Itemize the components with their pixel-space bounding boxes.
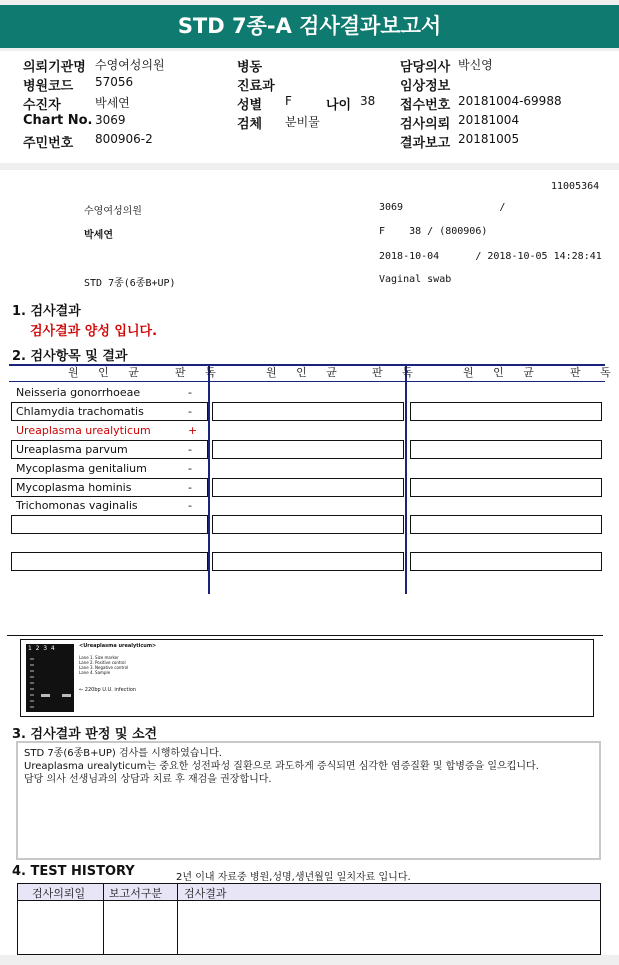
receipt-value: 20181004-69988 <box>458 94 562 108</box>
sex-label: 성별 <box>237 98 263 113</box>
pathogen-name: Mycoplasma hominis <box>16 481 132 494</box>
pathogen-result: - <box>188 405 192 418</box>
col-judge-2: 판 독 <box>372 366 421 379</box>
institution-label: 의뢰기관명 <box>23 60 86 75</box>
gel-band-label: ← 220bp U.U. infection <box>79 687 137 693</box>
ward-label: 병동 <box>237 60 263 75</box>
sex-value: F <box>285 94 292 108</box>
patient-info-panel <box>0 51 619 163</box>
col-judge-1: 판 독 <box>175 366 224 379</box>
recipient-label: 수진자 <box>23 98 61 113</box>
col-judge-3: 판 독 <box>570 366 619 379</box>
request-value: 20181004 <box>458 113 520 127</box>
gel-photo <box>26 644 74 712</box>
doctor-label: 담당의사 <box>400 60 451 75</box>
chart-no-label: Chart No. <box>23 113 93 128</box>
pathogen-result: - <box>188 386 192 399</box>
gel-legend-1: Lane 1. Size marker <box>79 655 119 660</box>
header-dates: 2018-10-04 / 2018-10-05 14:28:41 <box>379 251 602 262</box>
history-header <box>18 884 600 901</box>
findings-line-3: 담당 의사 선생님과의 상담과 치료 후 재검을 권장합니다. <box>24 774 272 785</box>
section4-title: 4. TEST HISTORY <box>12 864 135 879</box>
pathogen-result: - <box>188 462 192 475</box>
report-page <box>0 170 619 955</box>
history-col-result: 검사결과 <box>184 887 227 900</box>
dept-label: 진료과 <box>237 79 275 94</box>
gel-electrophoresis-image <box>20 639 594 717</box>
section3-title: 3. 검사결과 판정 및 소견 <box>12 727 158 742</box>
findings-line-1: STD 7종(6종B+UP) 검사를 시행하였습니다. <box>24 748 222 759</box>
header-chart: 3069 / <box>379 202 506 213</box>
gel-legend-4: Lane 4. Sample <box>79 670 111 675</box>
hospital-code-label: 병원코드 <box>23 79 74 94</box>
report-label: 결과보고 <box>400 136 451 151</box>
gel-title: <Ureaplasma urealyticum> <box>79 643 157 649</box>
chart-no-value: 3069 <box>95 113 126 127</box>
pathogen-result: - <box>188 481 192 494</box>
history-col-report-type: 보고서구분 <box>109 887 163 900</box>
history-note: 2년 이내 자료중 병원,성명,생년월일 일치자료 입니다. <box>176 872 411 883</box>
header-sex-age: F 38 / (800906) <box>379 226 488 237</box>
pathogen-name-positive: Ureaplasma urealyticum <box>16 424 151 437</box>
findings-box <box>16 741 601 860</box>
gel-lane-numbers: 1 2 3 4 <box>28 645 55 652</box>
col-pathogen-1: 원 인 균 <box>68 366 147 379</box>
resident-no-value: 800906-2 <box>95 132 153 146</box>
col-pathogen-2: 원 인 균 <box>266 366 345 379</box>
pathogen-result-positive: + <box>188 424 198 437</box>
report-value: 20181005 <box>458 132 520 146</box>
header-specimen: Vaginal swab <box>379 274 452 285</box>
col-pathogen-3: 원 인 균 <box>463 366 542 379</box>
section2-title: 2. 검사항목 및 결과 <box>12 349 128 364</box>
specimen-value: 분비물 <box>285 115 320 129</box>
pathogen-name: Chlamydia trachomatis <box>16 405 144 418</box>
pathogen-name: Neisseria gonorrhoeae <box>16 386 141 399</box>
clinical-info-label: 임상정보 <box>400 79 451 94</box>
positive-result: 검사결과 양성 입니다. <box>30 324 158 339</box>
institution-value: 수영여성의원 <box>95 58 165 72</box>
doctor-value: 박신영 <box>458 58 493 72</box>
pathogen-name: Trichomonas vaginalis <box>16 499 138 512</box>
pathogen-name: Ureaplasma parvum <box>16 443 128 456</box>
recipient-value: 박세연 <box>95 96 130 110</box>
gel-legend-2: Lane 2. Positive control <box>79 660 126 665</box>
age-value: 38 <box>360 94 376 108</box>
history-col-request-date: 검사의뢰일 <box>32 887 86 900</box>
request-label: 검사의뢰 <box>400 117 451 132</box>
section1-title: 1. 검사결과 <box>12 304 81 319</box>
header-institution: 수영여성의원 <box>84 206 142 217</box>
gel-legend-3: Lane 3. Negative control <box>79 665 129 670</box>
header-test-name: STD 7종(6종B+UP) <box>84 278 176 289</box>
findings-line-2: Ureaplasma urealyticum는 중요한 성전파성 질환으로 과도하게 증식되면 심각한 염증질환 및 합병증을 일으킵니다. <box>24 761 539 772</box>
doc-number: 11005364 <box>551 181 600 192</box>
history-table <box>17 883 601 955</box>
pathogen-result: - <box>188 443 192 456</box>
resident-no-label: 주민번호 <box>23 136 74 151</box>
hospital-code-value: 57056 <box>95 75 134 89</box>
age-label: 나이 <box>326 98 352 113</box>
report-title: STD 7종-A 검사결과보고서 <box>0 5 619 48</box>
specimen-label: 검체 <box>237 117 263 132</box>
pathogen-name: Mycoplasma genitalium <box>16 462 147 475</box>
receipt-label: 접수번호 <box>400 98 451 113</box>
pathogen-result: - <box>188 499 192 512</box>
header-patient: 박세연 <box>84 230 113 241</box>
